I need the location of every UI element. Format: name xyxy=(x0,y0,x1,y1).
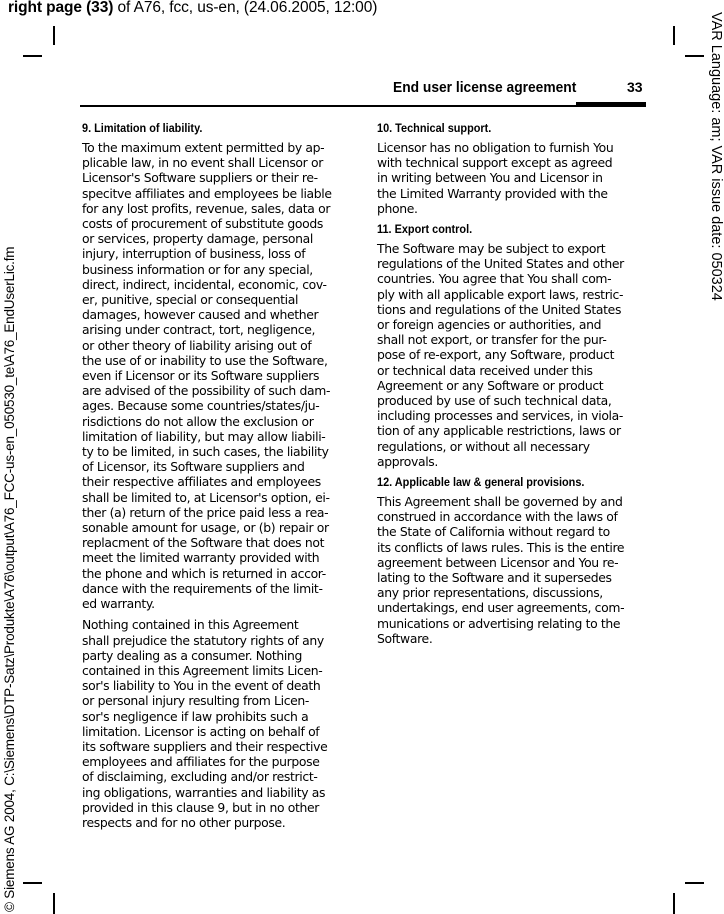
text-line: the Limited Warranty provided with the xyxy=(377,185,608,201)
text-line: meet the limited warranty provided with xyxy=(82,550,320,566)
text-line: any prior representations, discussions, xyxy=(377,585,603,601)
text-line: tion of any applicable restrictions, laws or xyxy=(377,423,621,439)
text-line: costs of procurement of substitute goods xyxy=(82,216,323,232)
text-line: Nothing contained in this Agreement xyxy=(82,617,299,633)
text-line: Software. xyxy=(377,630,433,646)
section-12-paragraph xyxy=(377,494,649,646)
text-line: are advised of the possibility of such dam- xyxy=(82,383,331,399)
text-line: approvals. xyxy=(377,453,438,469)
text-line: ages. Because some countries/states/ju- xyxy=(82,398,320,414)
text-line: even if Licensor or its Software suppliers xyxy=(82,368,320,384)
page-number: 33 xyxy=(627,79,643,95)
text-line: or foreign agencies or authorities, and xyxy=(377,317,602,333)
text-line: of disclaiming, excluding and/or restrict- xyxy=(82,769,318,785)
text-line: lating to the Software and it supersedes xyxy=(377,570,612,586)
print-slug xyxy=(8,0,377,17)
left-column xyxy=(82,121,350,836)
text-line: their respective affiliates and employees xyxy=(82,474,321,490)
text-line: shall be limited to, at Licensor's option, ei- xyxy=(82,489,330,505)
text-line: plicable law, in no event shall Licensor or xyxy=(82,155,323,171)
text-line: or technical data received under this xyxy=(377,362,593,378)
text-line: sor's negligence if law prohibits such a xyxy=(82,708,309,724)
section-9-heading: 9. Limitation of liability. xyxy=(82,121,203,135)
text-line: Agreement or any Software or product xyxy=(377,377,604,393)
text-line: in writing between You and Licensor in xyxy=(377,170,603,186)
text-line: contained in this Agreement limits Licen- xyxy=(82,662,323,678)
crop-mark-tr-vertical xyxy=(673,26,675,45)
text-line: construed in accordance with the laws of xyxy=(377,509,618,525)
crop-mark-tl-horizontal xyxy=(23,55,42,57)
text-line: the phone and which is returned in accor- xyxy=(82,565,326,581)
crop-mark-tl-vertical xyxy=(53,26,55,45)
text-line: or services, property damage, personal xyxy=(82,231,314,247)
text-line: regulations, or without all necessary xyxy=(377,438,590,454)
text-line: ty to be limited, in such cases, the liability xyxy=(82,444,329,460)
text-line: direct, indirect, incidental, economic, cov- xyxy=(82,276,327,292)
text-line: ther (a) return of the price paid less a rea- xyxy=(82,504,329,520)
section-9-paragraph-2 xyxy=(82,617,350,830)
text-line: sor's liability to You in the event of death xyxy=(82,678,321,694)
text-line: injury, interruption of business, loss of xyxy=(82,246,306,262)
text-line: limitation. Licensor is acting on behalf of xyxy=(82,723,320,739)
section-12-heading: 12. Applicable law & general provisions. xyxy=(377,475,585,490)
section-11-paragraph xyxy=(377,241,649,469)
side-variant-info: VAR Language: am; VAR issue date: 050324 xyxy=(708,12,724,301)
text-line: for any lost profits, revenue, sales, data or xyxy=(82,200,331,216)
text-line: er, punitive, special or consequential xyxy=(82,292,299,308)
text-line: Licensor's Software suppliers or their re- xyxy=(82,170,318,186)
text-line: respects and for no other purpose. xyxy=(82,814,286,830)
text-line: party dealing as a consumer. Nothing xyxy=(82,647,303,663)
text-line: with technical support except as agreed xyxy=(377,155,613,171)
text-line: produced by use of such technical data, xyxy=(377,393,612,409)
section-10-paragraph xyxy=(377,140,649,216)
running-header-title: End user license agreement xyxy=(393,79,577,96)
text-line: munications or advertising relating to the xyxy=(377,615,621,631)
text-line: replacment of the Software that does not xyxy=(82,535,325,551)
text-line: phone. xyxy=(377,200,418,216)
text-line: limitation of liability, but may allow liabili- xyxy=(82,428,326,444)
section-9-paragraph-1 xyxy=(82,140,350,611)
text-line: specitve affiliates and employees be liable xyxy=(82,185,332,201)
text-line: This Agreement shall be governed by and xyxy=(377,494,623,510)
text-line: To the maximum extent permitted by ap- xyxy=(82,140,325,155)
text-line: its conflicts of laws rules. This is the entire xyxy=(377,539,625,555)
text-line: of Licensor, its Software suppliers and xyxy=(82,459,305,475)
text-line: including processes and services, in viola- xyxy=(377,408,624,424)
crop-mark-bl-horizontal xyxy=(23,882,42,884)
text-line: risdictions do not allow the exclusion or xyxy=(82,413,314,429)
text-line: sonable amount for usage, or (b) repair or xyxy=(82,520,329,536)
right-column xyxy=(377,121,649,652)
side-copyright-path: © Siemens AG 2004, C:\Siemens\DTP-Satz\Produkte\A76\output\A76_FCC-us-en_050530_te\A76_EndUserLic.fm xyxy=(2,246,17,912)
text-line: business information or for any special, xyxy=(82,261,313,277)
header-rule-accent xyxy=(576,102,646,106)
text-line: damages, however caused and whether xyxy=(82,307,319,323)
text-line: pose of re-export, any Software, product xyxy=(377,347,615,363)
text-line: ing obligations, warranties and liability as xyxy=(82,784,326,800)
text-line: shall not export, or transfer for the pur- xyxy=(377,332,607,348)
section-11-heading: 11. Export control. xyxy=(377,222,473,237)
text-line: or other theory of liability arising out of xyxy=(82,337,312,353)
crop-mark-br-vertical xyxy=(673,893,675,914)
section-10-heading: 10. Technical support. xyxy=(377,121,492,135)
text-line: employees and affiliates for the purpose xyxy=(82,754,320,770)
slug-details: of A76, fcc, us-en, (24.06.2005, 12:00) xyxy=(113,0,378,16)
text-line: the State of California without regard to xyxy=(377,524,610,540)
text-line: regulations of the United States and other xyxy=(377,256,624,272)
text-line: shall prejudice the statutory rights of any xyxy=(82,632,324,648)
text-line: provided in this clause 9, but in no other xyxy=(82,799,320,815)
text-line: ed warranty. xyxy=(82,596,155,612)
text-line: dance with the requirements of the limit- xyxy=(82,580,323,596)
slug-page-ref: right page (33) xyxy=(8,0,114,16)
text-line: undertakings, end user agreements, com- xyxy=(377,600,625,616)
crop-mark-tr-horizontal xyxy=(685,55,704,57)
text-line: the use of or inability to use the Software, xyxy=(82,352,328,368)
text-line: Licensor has no obligation to furnish You xyxy=(377,140,614,155)
text-line: ply with all applicable export laws, restric- xyxy=(377,286,624,302)
text-line: arising under contract, tort, negligence, xyxy=(82,322,316,338)
text-line: The Software may be subject to export xyxy=(377,241,606,257)
crop-mark-br-horizontal xyxy=(685,882,704,884)
header-rule xyxy=(80,105,646,107)
text-line: its software suppliers and their respective xyxy=(82,738,328,754)
text-line: countries. You agree that You shall com- xyxy=(377,271,612,287)
text-line: agreement between Licensor and You re- xyxy=(377,554,619,570)
text-line: tions and regulations of the United States xyxy=(377,301,622,317)
text-line: or personal injury resulting from Licen- xyxy=(82,693,310,709)
crop-mark-bl-vertical xyxy=(53,893,55,914)
